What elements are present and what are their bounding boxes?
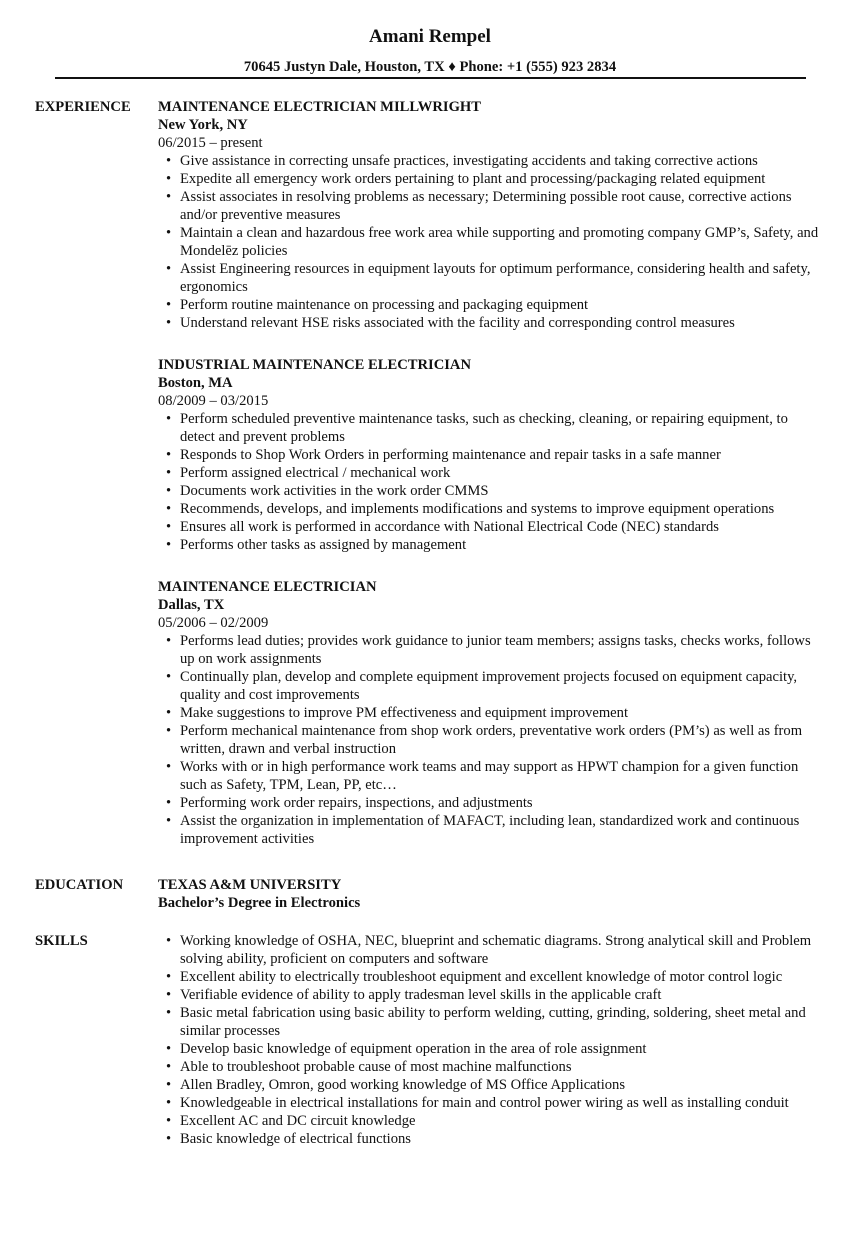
skill-item: • Working knowledge of OSHA, NEC, blueprint and schematic diagrams. Strong analytical skill and Problem solving ability, proficient on computers and software bbox=[180, 932, 825, 968]
bullet-item: • Assist Engineering resources in equipment layouts for optimum performance, considering health and safety, ergonomics bbox=[180, 260, 825, 296]
education-section bbox=[35, 876, 825, 912]
job-location: Dallas, TX bbox=[158, 597, 225, 613]
bullet-item: • Understand relevant HSE risks associated with the facility and corresponding control measures bbox=[180, 314, 825, 332]
skill-item: • Basic metal fabrication using basic ability to perform welding, cutting, grinding, soldering, sheet metal and similar processes bbox=[180, 1004, 825, 1040]
job-dates: 05/2006 – 02/2009 bbox=[158, 615, 269, 631]
bullet-item: • Performing work order repairs, inspections, and adjustments bbox=[180, 794, 825, 812]
bullet-item: • Documents work activities in the work order CMMS bbox=[180, 482, 825, 500]
bullet-item: • Make suggestions to improve PM effectiveness and equipment improvement bbox=[180, 704, 825, 722]
bullet-item: • Continually plan, develop and complete equipment improvement projects focused on equipment capacity, quality and cost improvements bbox=[180, 668, 825, 704]
bullet-item: • Assist the organization in implementation of MAFACT, including lean, standardized work and continuous improvement activities bbox=[180, 812, 825, 848]
skills-section bbox=[35, 932, 825, 1148]
skills-list bbox=[158, 932, 825, 1148]
job-bullets bbox=[158, 152, 825, 332]
job-dates: 08/2009 – 03/2015 bbox=[158, 393, 269, 409]
candidate-name: Amani Rempel bbox=[369, 26, 491, 47]
bullet-item: • Assist associates in resolving problems as necessary; Determining possible root cause, corrective actions and/or preventive measures bbox=[180, 188, 825, 224]
job-title: MAINTENANCE ELECTRICIAN bbox=[158, 579, 377, 595]
bullet-item: • Performs lead duties; provides work guidance to junior team members; assigns tasks, checks works, follows up on work assignments bbox=[180, 632, 825, 668]
job-location: Boston, MA bbox=[158, 375, 233, 391]
skill-item: • Basic knowledge of electrical functions bbox=[180, 1130, 825, 1148]
skill-item: • Knowledgeable in electrical installations for main and control power wiring as well as installing conduit bbox=[180, 1094, 825, 1112]
contact-line: 70645 Justyn Dale, Houston, TX ♦ Phone: +1 (555) 923 2834 bbox=[243, 59, 617, 75]
skill-item: • Develop basic knowledge of equipment operation in the area of role assignment bbox=[180, 1040, 825, 1058]
job-entry bbox=[158, 98, 825, 332]
bullet-item: • Ensures all work is performed in accordance with National Electrical Code (NEC) standards bbox=[180, 518, 825, 536]
job-title: INDUSTRIAL MAINTENANCE ELECTRICIAN bbox=[158, 357, 472, 373]
job-title: MAINTENANCE ELECTRICIAN MILLWRIGHT bbox=[158, 99, 482, 115]
skill-item: • Excellent ability to electrically troubleshoot equipment and excellent knowledge of motor control logic bbox=[180, 968, 825, 986]
bullet-item: • Give assistance in correcting unsafe practices, investigating accidents and taking corrective actions bbox=[180, 152, 825, 170]
job-bullets bbox=[158, 410, 825, 554]
skill-item: • Able to troubleshoot probable cause of most machine malfunctions bbox=[180, 1058, 825, 1076]
bullet-item: • Perform routine maintenance on processing and packaging equipment bbox=[180, 296, 825, 314]
school-name: TEXAS A&M UNIVERSITY bbox=[158, 877, 342, 893]
header-divider bbox=[55, 77, 806, 79]
bullet-item: • Works with or in high performance work teams and may support as HPWT champion for a given function such as Safety, TPM, Lean, PP, etc… bbox=[180, 758, 825, 794]
job-entry bbox=[158, 578, 825, 848]
bullet-item: • Recommends, develops, and implements modifications and systems to improve equipment operations bbox=[180, 500, 825, 518]
section-label: SKILLS bbox=[35, 933, 88, 949]
bullet-item: • Perform scheduled preventive maintenance tasks, such as checking, cleaning, or repairing equipment, to detect and prevent problems bbox=[180, 410, 825, 446]
section-label: EXPERIENCE bbox=[35, 99, 131, 115]
job-dates: 06/2015 – present bbox=[158, 135, 263, 151]
skill-item: • Allen Bradley, Omron, good working knowledge of MS Office Applications bbox=[180, 1076, 825, 1094]
job-location: New York, NY bbox=[158, 117, 248, 133]
bullet-item: • Expedite all emergency work orders pertaining to plant and processing/packaging related equipment bbox=[180, 170, 825, 188]
experience-section bbox=[35, 98, 825, 848]
job-entry bbox=[158, 356, 825, 554]
skill-item: • Excellent AC and DC circuit knowledge bbox=[180, 1112, 825, 1130]
bullet-item: • Perform assigned electrical / mechanical work bbox=[180, 464, 825, 482]
job-bullets bbox=[158, 632, 825, 848]
bullet-item: • Performs other tasks as assigned by management bbox=[180, 536, 825, 554]
bullet-item: • Maintain a clean and hazardous free work area while supporting and promoting company GMP’s, Safety, and Mondelēz policies bbox=[180, 224, 825, 260]
bullet-item: • Responds to Shop Work Orders in performing maintenance and repair tasks in a safe manner bbox=[180, 446, 825, 464]
bullet-item: • Perform mechanical maintenance from shop work orders, preventative work orders (PM’s) as well as from written, drawn and verbal instruction bbox=[180, 722, 825, 758]
degree: Bachelor’s Degree in Electronics bbox=[158, 895, 361, 911]
section-label: EDUCATION bbox=[35, 877, 124, 893]
skill-item: • Verifiable evidence of ability to apply tradesman level skills in the applicable craft bbox=[180, 986, 825, 1004]
